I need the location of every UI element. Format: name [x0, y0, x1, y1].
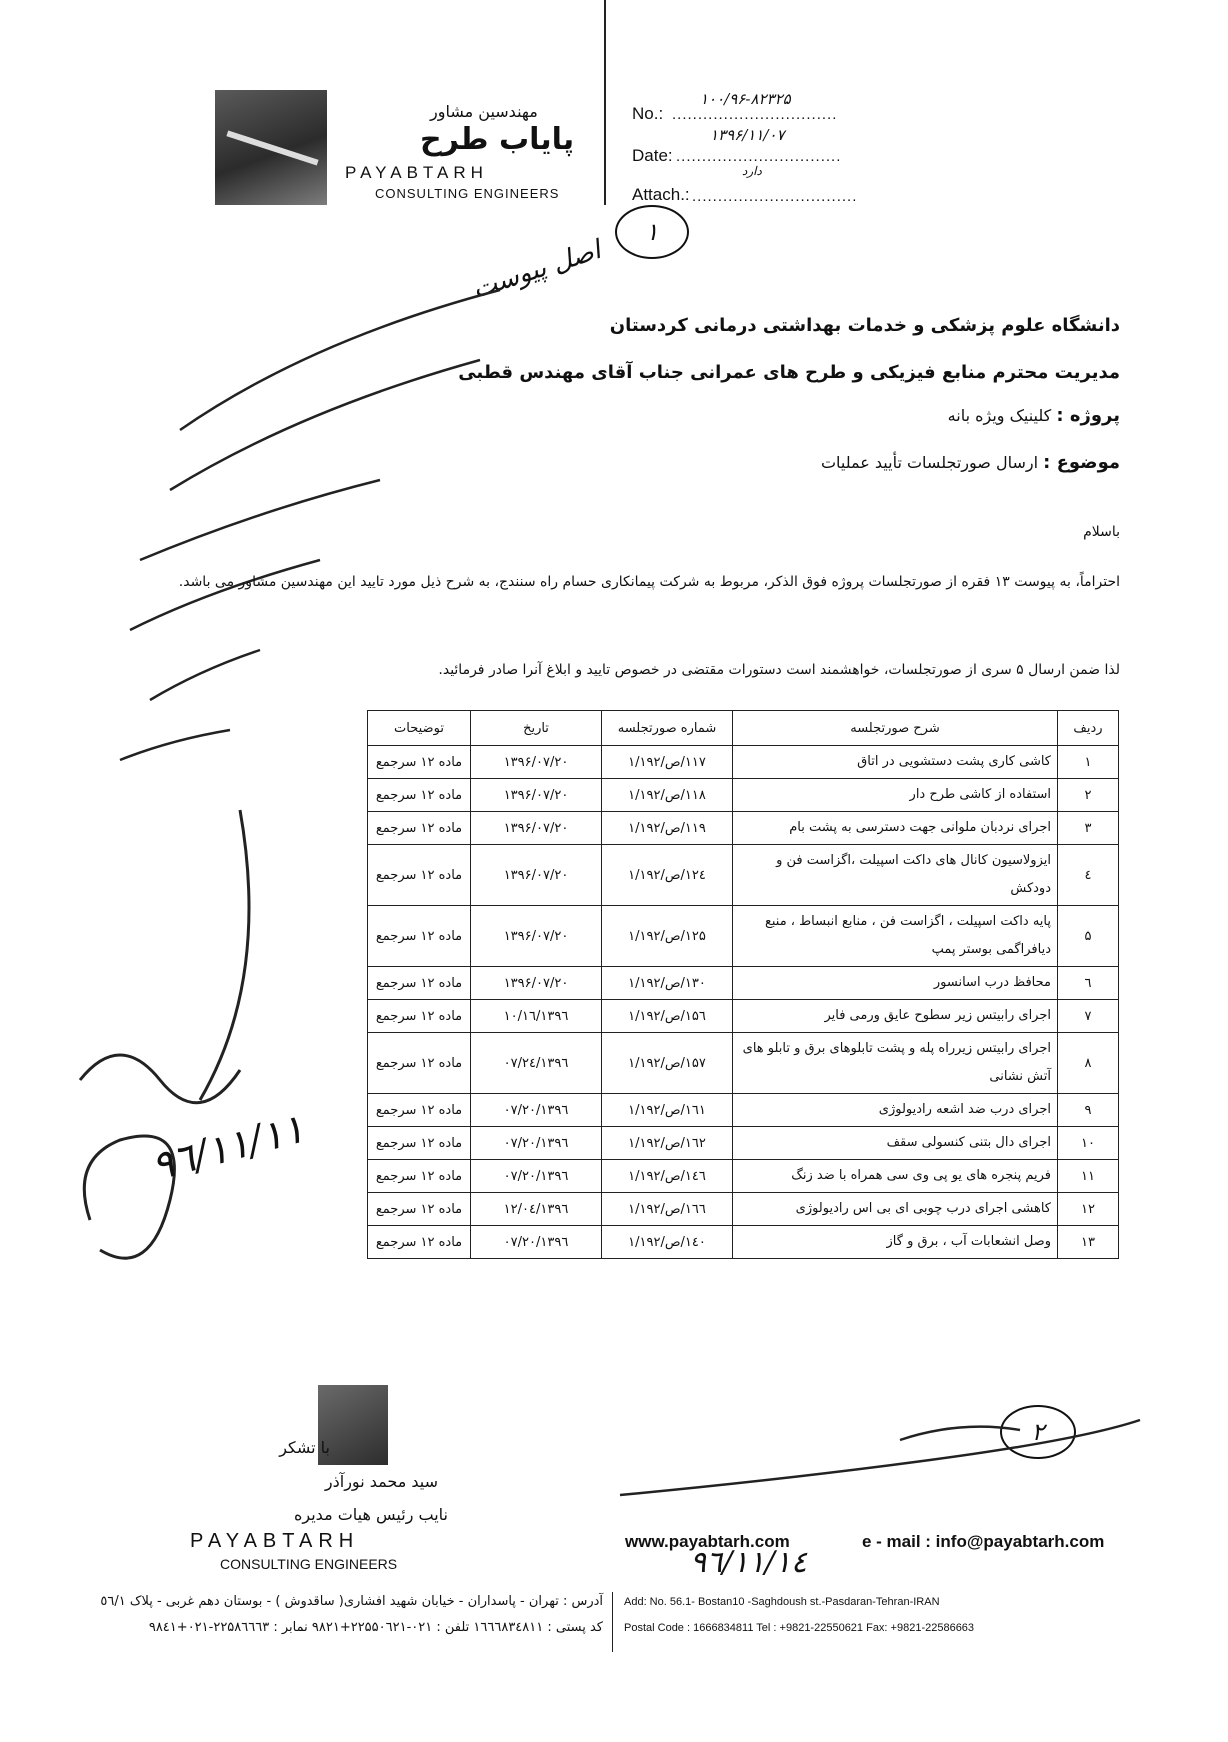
cell-desc: اجرای رابیتس زیر سطوح عایق ورمی فایر	[733, 1000, 1058, 1033]
brand-en-sub: CONSULTING ENGINEERS	[375, 186, 560, 201]
table-row	[368, 1094, 1119, 1127]
cell-desc: پایه داکت اسپیلت ، اگزاست فن ، منابع انبساط ، منبع دیافراگمی بوستر پمپ	[733, 906, 1058, 967]
footer-divider	[612, 1592, 613, 1652]
table-row	[368, 906, 1119, 967]
cell-desc: اجرای نردبان ملوانی جهت دسترسی به پشت بام	[733, 812, 1058, 845]
footer-fa-address: آدرس : تهران - پاسداران - خیابان شهید افشاری( ساقدوش ) - بوستان دهم غربی - پلاک ٥٦/۱	[100, 1594, 603, 1609]
col-header-desc: شرح صورتجلسه	[733, 711, 1058, 746]
cell-number: ۱۲٤/ص/۱/۱۹۲	[602, 845, 733, 906]
cell-date: ۱۳۹۶/۰۷/۲۰	[471, 967, 602, 1000]
handwritten-date-2: ۹٦/۱۱/۱٤	[690, 1545, 807, 1580]
cell-note: ماده ۱۲ سرجمع	[368, 779, 471, 812]
cell-row-no: ۳	[1058, 812, 1119, 845]
table-row	[368, 1193, 1119, 1226]
date-dots: ................................	[676, 148, 842, 165]
attach-label: Attach.:	[632, 185, 690, 204]
cell-date: ۱۳۹٦/۰۷/۲۰	[471, 1094, 602, 1127]
cell-desc: کاهشی اجرای درب چوبی ای بی اس رادیولوژی	[733, 1193, 1058, 1226]
cell-date: ۱۳۹۶/۰۷/۲۰	[471, 845, 602, 906]
cell-note: ماده ۱۲ سرجمع	[368, 812, 471, 845]
cell-desc: محافظ درب اسانسور	[733, 967, 1058, 1000]
cell-note: ماده ۱۲ سرجمع	[368, 1000, 471, 1033]
cell-desc: اجرای دال بتنی کنسولی سقف	[733, 1127, 1058, 1160]
cell-number: ۱۲۵/ص/۱/۱۹۲	[602, 906, 733, 967]
cell-note: ماده ۱۲ سرجمع	[368, 906, 471, 967]
table-row	[368, 1127, 1119, 1160]
cell-desc: فریم پنجره های یو پی وی سی همراه با ضد زنگ	[733, 1160, 1058, 1193]
signature-thanks: با تشکر	[279, 1438, 330, 1457]
project-label: پروژه :	[1056, 405, 1120, 426]
cell-desc: ایزولاسیون کانال های داکت اسپیلت ،اگزاست فن و دودکش	[733, 845, 1058, 906]
col-header-notes: توضیحات	[368, 711, 471, 746]
cell-row-no: ۱۰	[1058, 1127, 1119, 1160]
subject-label: موضوع :	[1043, 452, 1120, 473]
body-paragraph-1: احتراماً، به پیوست ۱۳ فقره از صورتجلسات پروژه فوق الذکر، مربوط به شرکت پیمانکاری حسام راه سنندج، به شرح ذیل مورد تایید این مهندسین مشاور می باشد.	[178, 574, 1120, 590]
cell-row-no: ۸	[1058, 1033, 1119, 1094]
table-row	[368, 746, 1119, 779]
subject-line	[520, 452, 1120, 473]
table-row	[368, 1033, 1119, 1094]
signature-title: نایب رئیس هیات مدیره	[294, 1505, 448, 1524]
no-value: ۱۰۰/۹۶-۸۲۳۲۵	[700, 90, 791, 108]
table-row	[368, 779, 1119, 812]
table-row	[368, 1226, 1119, 1259]
cell-date: ۱۳۹٦/۱۰/۱٦	[471, 1000, 602, 1033]
project-value: کلینیک ویژه بانه	[947, 406, 1052, 425]
subject-value: ارسال صورتجلسات تأیید عملیات	[820, 453, 1039, 472]
table-body	[368, 746, 1119, 1259]
cell-date: ۱۳۹٦/۰۷/۲۰	[471, 1127, 602, 1160]
cell-note: ماده ۱۲ سرجمع	[368, 1160, 471, 1193]
cell-date: ۱۳۹٦/۰۷/۲۰	[471, 1226, 602, 1259]
greeting: باسلام	[1083, 524, 1120, 540]
table-row	[368, 967, 1119, 1000]
brand-fa-title: مهندسین مشاور	[430, 102, 538, 121]
cell-number: ۱٦۱/ص/۱/۱۹۲	[602, 1094, 733, 1127]
cell-number: ۱۵٦/ص/۱/۱۹۲	[602, 1000, 733, 1033]
recipient-line1: دانشگاه علوم پزشکی و خدمات بهداشتی درمانی کردستان	[609, 315, 1120, 336]
cell-number: ۱۱۸/ص/۱/۱۹۲	[602, 779, 733, 812]
table-row	[368, 1000, 1119, 1033]
cell-date: ۱۳۹۶/۰۷/۲۰	[471, 906, 602, 967]
footer-en-address: Add: No. 56.1- Bostan10 -Saghdoush st.-Pasdaran-Tehran-IRAN	[624, 1596, 940, 1608]
cell-desc: استفاده از کاشی طرح دار	[733, 779, 1058, 812]
cell-date: ۱۳۹٦/۰٤/۱۲	[471, 1193, 602, 1226]
cell-note: ماده ۱۲ سرجمع	[368, 1094, 471, 1127]
cell-desc: اجرای درب ضد اشعه رادیولوژی	[733, 1094, 1058, 1127]
cell-row-no: ۷	[1058, 1000, 1119, 1033]
cell-row-no: ۱۲	[1058, 1193, 1119, 1226]
handwritten-bottom-note	[600, 1400, 1160, 1520]
cell-note: ماده ۱۲ سرجمع	[368, 1226, 471, 1259]
col-header-row-no: ردیف	[1058, 711, 1119, 746]
stamp-en-sub: CONSULTING ENGINEERS	[220, 1556, 398, 1572]
cell-date: ۱۳۹٦/۰۷/۲۰	[471, 1160, 602, 1193]
table-row	[368, 812, 1119, 845]
table-row	[368, 1160, 1119, 1193]
cell-number: ۱٦۲/ص/۱/۱۹۲	[602, 1127, 733, 1160]
cell-date: ۱۳۹۶/۰۷/۲۰	[471, 746, 602, 779]
footer-fa-phones: کد پستی : ۱٦٦٦۸۳٤۸۱۱ تلفن : ۰۲۱-۲۲۵۵۰٦۲۱+۹۸۲۱ نمابر : ۲۲۵۸٦٦٦۳-۰۲۱+۹۸٤۱	[148, 1620, 603, 1635]
cell-desc: وصل انشعابات آب ، برق و گاز	[733, 1226, 1058, 1259]
cell-date: ۱۳۹۶/۰۷/۲۰	[471, 812, 602, 845]
no-label: No.:	[632, 104, 664, 123]
cell-note: ماده ۱۲ سرجمع	[368, 1193, 471, 1226]
handwritten-scribbles-left	[60, 260, 620, 780]
cell-row-no: ۵	[1058, 906, 1119, 967]
stamp-en-name: PAYABTARH	[190, 1530, 360, 1552]
cell-desc: کاشی کاری پشت دستشویی در اتاق	[733, 746, 1058, 779]
cell-number: ۱٦٦/ص/۱/۱۹۲	[602, 1193, 733, 1226]
footer-email[interactable]: e - mail : info@payabtarh.com	[862, 1532, 1105, 1551]
table-header-row	[368, 711, 1119, 746]
cell-note: ماده ۱۲ سرجمع	[368, 967, 471, 1000]
cell-note: ماده ۱۲ سرجمع	[368, 845, 471, 906]
date-value: ۱۳۹۶/۱۱/۰۷	[710, 126, 785, 144]
header-divider	[604, 0, 606, 205]
project-line	[520, 405, 1120, 426]
cell-number: ۱۵۷/ص/۱/۱۹۲	[602, 1033, 733, 1094]
body-paragraph-2: لذا ضمن ارسال ۵ سری از صورتجلسات، خواهشمند است دستورات مقتضی در خصوص تایید و ابلاغ آنرا صادر فرمائید.	[438, 662, 1120, 678]
cell-row-no: ۹	[1058, 1094, 1119, 1127]
brand-fa-name: پایاب طرح	[420, 122, 575, 157]
footer-website[interactable]: www.payabtarh.com	[625, 1532, 790, 1551]
cell-row-no: ٦	[1058, 967, 1119, 1000]
cell-date: ۱۳۹٦/۰۷/۲٤	[471, 1033, 602, 1094]
cell-row-no: ۲	[1058, 779, 1119, 812]
minutes-table	[367, 710, 1119, 1259]
signature-name: سید محمد نورآذر	[324, 1472, 438, 1491]
cell-note: ماده ۱۲ سرجمع	[368, 1127, 471, 1160]
cell-row-no: ۱۳	[1058, 1226, 1119, 1259]
date-label: Date:	[632, 146, 673, 165]
handwritten-top-note: اصل پیوست	[468, 235, 605, 305]
attach-value: دارد	[742, 164, 762, 178]
cell-number: ۱۳۰/ص/۱/۱۹۲	[602, 967, 733, 1000]
company-logo	[215, 90, 327, 205]
no-dots: ................................	[672, 106, 838, 123]
cell-number: ۱٤۰/ص/۱/۱۹۲	[602, 1226, 733, 1259]
col-header-number: شماره صورتجلسه	[602, 711, 733, 746]
cell-row-no: ۱۱	[1058, 1160, 1119, 1193]
cell-number: ۱٤٦/ص/۱/۱۹۲	[602, 1160, 733, 1193]
cell-note: ماده ۱۲ سرجمع	[368, 746, 471, 779]
footer-en-phones: Postal Code : 1666834811 Tel : +9821-22550621 Fax: +9821-22586663	[624, 1622, 975, 1634]
table-row	[368, 845, 1119, 906]
brand-en-name: PAYABTARH	[345, 163, 488, 182]
cell-note: ماده ۱۲ سرجمع	[368, 1033, 471, 1094]
cell-number: ۱۱۷/ص/۱/۱۹۲	[602, 746, 733, 779]
handwritten-date-1: ۹٦/۱۱/۱۱	[146, 1105, 310, 1191]
cell-desc: اجرای رابیتس زیرراه پله و پشت تابلوهای برق و تابلو های آتش نشانی	[733, 1033, 1058, 1094]
handwritten-circle-1: ۱	[615, 205, 689, 259]
cell-number: ۱۱۹/ص/۱/۱۹۲	[602, 812, 733, 845]
handwritten-signature-left	[40, 780, 360, 1340]
cell-row-no: ۱	[1058, 746, 1119, 779]
cell-row-no: ٤	[1058, 845, 1119, 906]
col-header-date: تاریخ	[471, 711, 602, 746]
handwritten-circle-2: ۲	[1000, 1405, 1076, 1459]
recipient-line2: مدیریت محترم منابع فیزیکی و طرح های عمرانی جناب آقای مهندس قطبی	[458, 362, 1120, 383]
cell-date: ۱۳۹۶/۰۷/۲۰	[471, 779, 602, 812]
attach-dots: ................................	[692, 188, 858, 205]
